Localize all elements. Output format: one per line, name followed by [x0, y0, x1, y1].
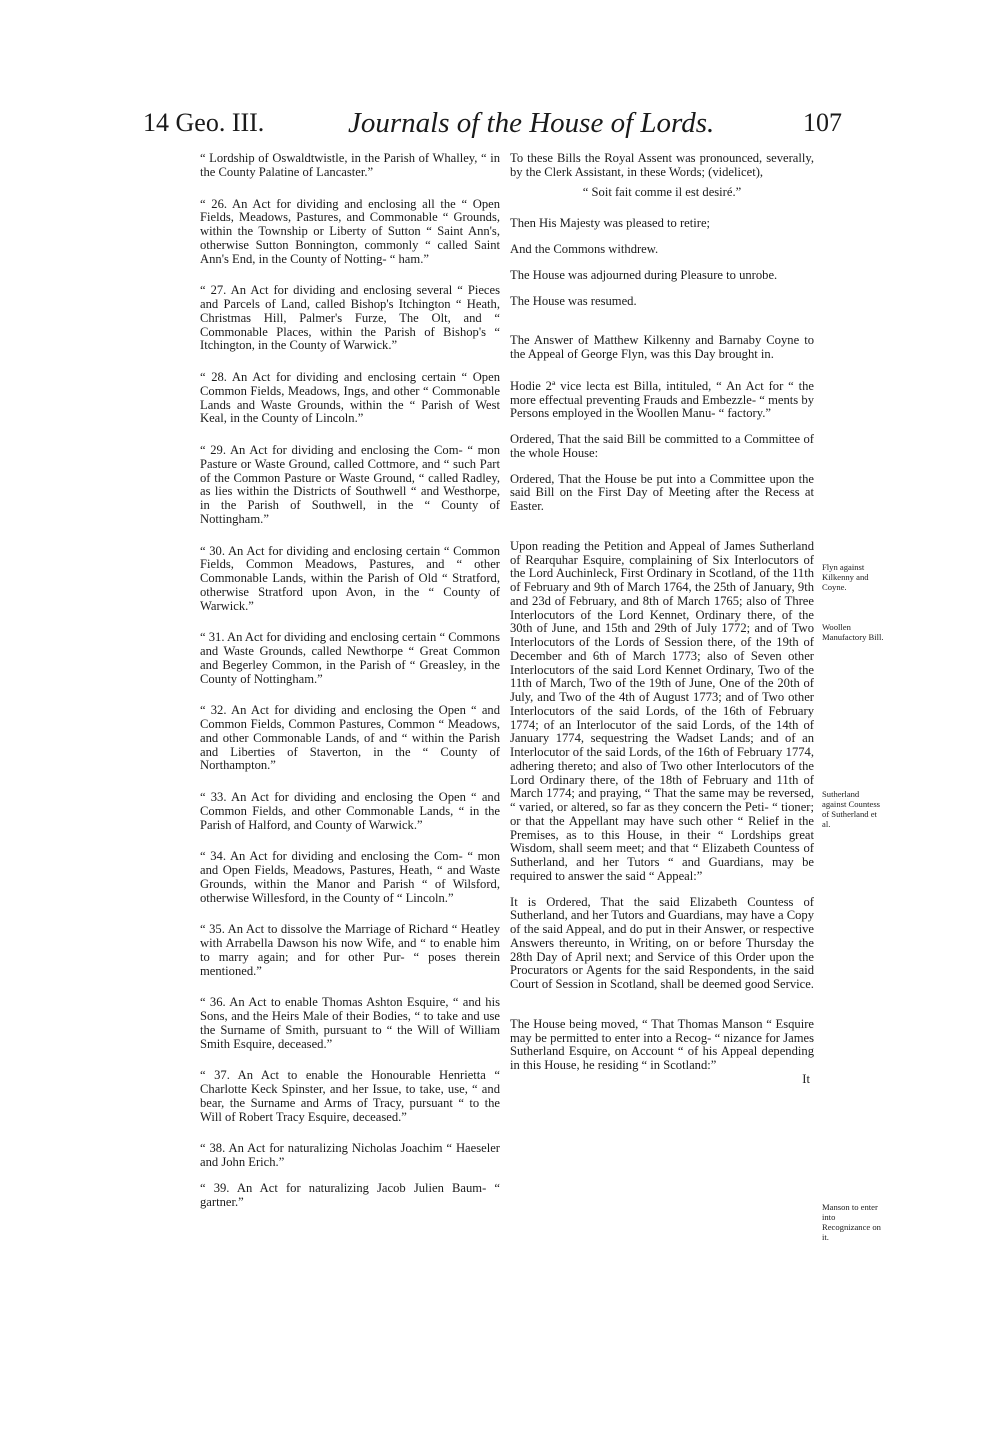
sutherland-petition: Upon reading the Petition and Appeal of James Sutherland of Rearquhar Esquire, complaining of Six Interlocutors of the Lord Auchinleck, First Ordinary in Scotland, of the 11th of February and 9th of March 1764, the 25th of January, 9th and 23d of February, and 8th of March 1765; also of Three Interlocutors of the Lord Kennet, Ordinary there, of the 30th of June, and 15th and 29th of July 1772; and of Two Interlocutors of the Lords of Session there, of the 19th of December and 6th of March 1773; also of Seven other Interlocutors of the said Lord Kennet Ordinary, Two of the 11th of March, Two of the 19th of June, One of the 20th of July, and Two of the 4th of August 1773; and of Two other Interlocutors of the said Lords, of the 16th of February 1774; of an Interlocutor of the said Lords, of the 14th of January 1774, sequestring the Wadset Lands; and of an Interlocutor of the said Lords, of the 16th of February 1774, adhering thereto; and also of Two other Interlocutors of the Lord Ordinary there, of the 18th of February and 11th of March 1774; and praying, “ That the same may be reversed, “ varied, or altered, so far as they concern the Peti- “ tioner; or that the Appellant may have such other “ Relief in the Premises, as to this House, in their “ Lordships great Wisdom, shall seem meet; and that “ Elizabeth Countess of Sutherland, and her Tutors “ and Guardians, may be required to answer the said “ Appeal:”	[510, 538, 814, 883]
order-committee-date: Ordered, That the House be put into a Committee upon the said Bill on the First Day of Meeting after the Recess at Easter.	[510, 471, 814, 513]
answer-brought-in: The Answer of Matthew Kilkenny and Barnaby Coyne to the Appeal of George Flyn, was this Day brought in.	[510, 333, 814, 361]
margin-note-woollen: Woollen Manufactory Bill.	[822, 622, 884, 642]
order-committee: Ordered, That the said Bill be committed to a Committee of the whole House:	[510, 432, 814, 460]
act-26: “ 26. An Act for dividing and enclosing all the “ Open Fields, Meadows, Pastures, and Commonable “ Grounds, within the Township or Liberty of Sutton “ Saint Ann's, otherwise Sutton Bonnington, commonly “ called Saint Ann's End, in the County of Notting- “ ham.”	[200, 196, 500, 266]
margin-note-sutherland: Sutherland against Countess of Sutherland et al.	[822, 789, 881, 829]
right-column	[510, 152, 814, 1087]
margin-note-manson: Manson to enter into Recognizance on it.	[822, 1202, 881, 1242]
house-resumed: The House was resumed.	[510, 293, 637, 308]
house-adjourned: The House was adjourned during Pleasure to unrobe.	[510, 267, 778, 282]
manson-motion: The House being moved, “ That Thomas Manson “ Esquire may be permitted to enter into a Recog- “ nizance for James Sutherland Esquire, on Account “ of his Appeal depending in this House, he residing “ in Scotland:”	[510, 1016, 814, 1072]
act-38: “ 38. An Act for naturalizing Nicholas Joachim “ Haeseler and John Erich.”	[200, 1141, 500, 1169]
royal-assent-paragraph: To these Bills the Royal Assent was pronounced, severally, by the Clerk Assistant, in these Words; (videlicet),	[510, 151, 814, 179]
act-28: “ 28. An Act for dividing and enclosing certain “ Open Common Fields, Meadows, Ings, and other “ Commonable Lands and Waste Grounds, within the “ Parish of West Keal, in the County of Lincoln.”	[200, 370, 500, 426]
act-continuation: “ Lordship of Oswaldtwistle, in the Parish of Whalley, “ in the County Palatine of Lancaster.”	[200, 151, 500, 179]
act-31: “ 31. An Act for dividing and enclosing certain “ Commons and Waste Grounds, called Newthorpe “ Great Common and Begerley Common, in the Parish of “ Greasley, in the County of Nottingham.”	[200, 630, 500, 686]
act-33: “ 33. An Act for dividing and enclosing the Open “ and Common Fields, and other Commonable Lands, “ in the Parish of Halford, and County of Warwick.”	[200, 790, 500, 832]
act-37: “ 37. An Act to enable the Honourable Henrietta “ Charlotte Keck Spinster, and her Issue, to take, use, “ and bear, the Surname and Arms of Tracy, pursuant “ to the Will of Robert Tracy Esquire, deceased.”	[200, 1068, 500, 1124]
commons-withdrew: And the Commons withdrew.	[510, 242, 659, 256]
act-32: “ 32. An Act for dividing and enclosing the Open “ and Common Fields, Common Pastures, Common “ Meadows, and other Commonable Lands, of and “ within the Parish and Liberties of Staverton, in the “ County of Northampton.”	[200, 703, 500, 773]
royal-assent-formula: “ Soit fait comme il est desiré.”	[582, 184, 742, 199]
act-39: “ 39. An Act for naturalizing Jacob Julien Baum- “ gartner.”	[200, 1180, 500, 1209]
order-countess-answer: It is Ordered, That the said Elizabeth Countess of Sutherland, and her Tutors and Guardians, may have a Copy of the said Appeal, and do put in their Answer, or respective Answers thereunto, in Writing, on or before Thursday the 28th Day of April next; and Service of this Order upon the Procurators or Agents for the said Respondents, in the said Court of Session in Scotland, shall be deemed good Service.	[510, 894, 814, 991]
running-head-left: 14 Geo. III.	[143, 108, 265, 137]
act-30: “ 30. An Act for dividing and enclosing certain “ Common Fields, Common Meadows, Pastures, and “ other Commonable Lands, within the Parish of Old “ Stratford, otherwise Stratford upon Avon, in the “ County of Warwick.”	[200, 543, 500, 613]
margin-note-flyn: Flyn against Kilkenny and Coyne.	[822, 562, 869, 592]
act-34: “ 34. An Act for dividing and enclosing the Com- “ mon and Open Fields, Meadows, Pastures, Heath, “ and Waste Grounds, within the Manor and Parish “ of Wilsford, otherwise Willesford, in the County of “ Lincoln.”	[200, 849, 500, 905]
majesty-retire: Then His Majesty was pleased to retire;	[510, 216, 711, 231]
woollen-bill-reading: Hodie 2ª vice lecta est Billa, intituled, “ An Act for “ the more effectual preventing Frauds and Embezzle- “ ments by Persons employed in the Woollen Manu- “ factory.”	[510, 378, 814, 421]
left-column	[200, 152, 500, 1209]
act-27: “ 27. An Act for dividing and enclosing several “ Pieces and Parcels of Land, called Bishop's Itchington “ Heath, Christmas Hill, Palmer's Furze, The Olt, and “ Commonable Places, within the Parish of Bishop's “ Itchington, in the County of Warwick.”	[200, 283, 500, 353]
act-29: “ 29. An Act for dividing and enclosing the Com- “ mon Pasture or Waste Ground, called Cottmore, and “ such Part of the Common Pasture or Waste Ground, “ called Radley, as lies within the Districts of Southwell “ and Westhorpe, in the Parish of Southwell, in the “ County of Nottingham.”	[200, 443, 500, 526]
catchword: It	[802, 1071, 810, 1086]
act-36: “ 36. An Act to enable Thomas Ashton Esquire, “ and his Sons, and the Heirs Male of their Bodies, “ to take and use the Surname of Smith, pursuant to “ the Will of William Smith Esquire, deceased.”	[200, 995, 500, 1051]
running-head-title: Journals of the House of Lords.	[348, 107, 715, 139]
act-35: “ 35. An Act to dissolve the Marriage of Richard “ Heatley with Arrabella Dawson his now Wife, and “ to enable him to marry again; and for other Pur- “ poses therein mentioned.”	[200, 922, 500, 978]
page-number: 107	[803, 108, 842, 137]
